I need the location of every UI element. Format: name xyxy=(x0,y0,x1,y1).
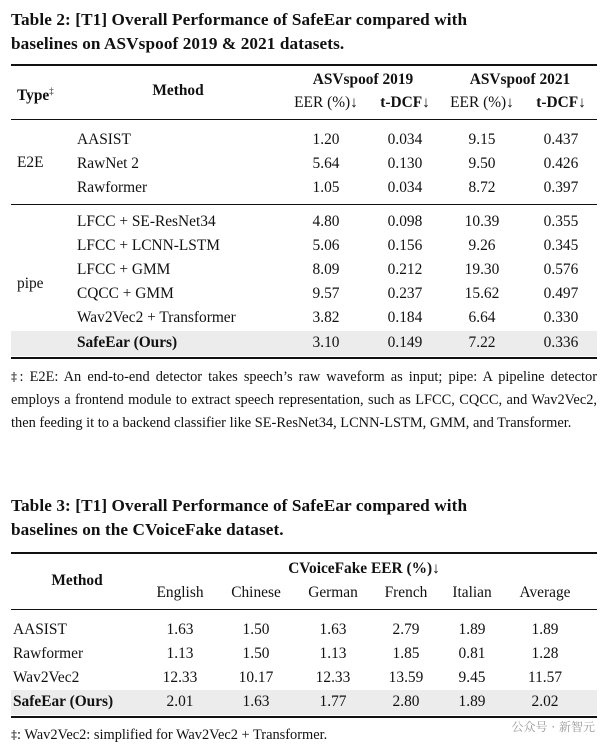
table2-caption xyxy=(11,8,596,56)
table2-type-footnote-mark: ‡ xyxy=(49,86,54,96)
table2-caption-line1: Table 2: [T1] Overall Performance of SafeEar compared with xyxy=(11,10,468,29)
table2-footnote-mark: ‡ xyxy=(11,370,20,384)
table2-cell: 0.130 xyxy=(387,155,423,172)
table3-cell: 1.85 xyxy=(392,645,420,662)
table3-footnote-text: : Wav2Vec2: simplified for Wav2Vec2 + Transformer. xyxy=(17,727,328,743)
table2-top-rule xyxy=(11,64,597,66)
table3-cell: 1.89 xyxy=(531,621,559,638)
table3-cell: 1.50 xyxy=(242,645,270,662)
table2-footnote xyxy=(11,366,597,435)
table3-caption-line2: baselines on the CVoiceFake dataset. xyxy=(11,520,284,539)
table2-cell: 0.497 xyxy=(543,285,579,302)
table2-cell: 6.64 xyxy=(468,309,496,326)
table3-footnote xyxy=(11,724,597,747)
table2-cell: 1.20 xyxy=(312,131,340,148)
table2-caption-line2: baselines on ASVspoof 2019 & 2021 datasets. xyxy=(11,34,345,53)
table2-cell: 0.576 xyxy=(543,261,579,278)
table2-cell: 0.437 xyxy=(543,131,579,148)
table2-bottom-rule xyxy=(11,357,597,359)
watermark: 公众号 · 新智元 xyxy=(511,720,595,734)
table2-header-eer-2019: EER (%)↓ xyxy=(294,94,358,111)
table2-header-method: Method xyxy=(152,82,204,99)
table2-type-e2e: E2E xyxy=(17,154,44,171)
table3-cell: 2.02 xyxy=(531,693,559,710)
table2-row-method: CQCC + GMM xyxy=(77,285,174,302)
table3-cell: 1.50 xyxy=(242,621,270,638)
table2-header-asvspoof2021: ASVspoof 2021 xyxy=(469,71,571,88)
table2-row-method: AASIST xyxy=(77,131,131,148)
table3-row-method: Rawformer xyxy=(13,645,84,662)
table3-header-chinese: Chinese xyxy=(231,584,281,601)
table2-header-type: Type‡ xyxy=(17,86,54,105)
table2-footnote-text: : E2E: An end-to-end detector takes speech’s raw waveform as input; pipe: A pipeline detector employs a frontend module to extract speech representation, such as LFCC, CQCC, and Wav2Vec2, then feeding it to a backend classifier like SE-ResNet34, LCNN-LSTM, GMM, and Transformer. xyxy=(11,369,598,431)
table2-row-method: Wav2Vec2 + Transformer xyxy=(77,309,236,326)
table2-cell: 8.72 xyxy=(468,179,496,196)
table2-cell: 0.212 xyxy=(387,261,423,278)
table2-cell: 0.156 xyxy=(387,237,423,254)
table2-row-method: LFCC + SE-ResNet34 xyxy=(77,213,216,230)
table3-cell: 1.63 xyxy=(242,693,270,710)
table2-cell: 19.30 xyxy=(464,261,500,278)
table2-row-method: LFCC + GMM xyxy=(77,261,171,278)
table3-cell: 2.01 xyxy=(166,693,194,710)
table3-cell: 0.81 xyxy=(458,645,486,662)
table3-bottom-rule xyxy=(11,716,597,718)
table2-cell: 5.64 xyxy=(312,155,340,172)
table2-type-pipe: pipe xyxy=(17,275,44,292)
table3-footnote-mark: ‡ xyxy=(11,728,17,742)
table3-row-method: AASIST xyxy=(13,621,67,638)
table3-cell: 2.79 xyxy=(392,621,420,638)
table2-cell: 0.149 xyxy=(387,334,423,351)
table2-cell: 0.355 xyxy=(543,213,579,230)
table2-cell: 8.09 xyxy=(312,261,340,278)
table3-cell: 13.59 xyxy=(388,669,424,686)
table2-cell: 15.62 xyxy=(464,285,500,302)
table3-cell: 1.77 xyxy=(319,693,347,710)
table2-cell: 0.397 xyxy=(543,179,579,196)
table3-cell: 9.45 xyxy=(458,669,486,686)
table2-cell: 3.82 xyxy=(312,309,340,326)
table3-header-rule xyxy=(11,609,597,610)
table3-cell: 2.80 xyxy=(392,693,420,710)
table3-cell: 1.89 xyxy=(458,621,486,638)
table2-cell: 9.50 xyxy=(468,155,496,172)
table2-cell: 0.426 xyxy=(543,155,579,172)
table3-cell: 12.33 xyxy=(315,669,351,686)
table3-row-method: Wav2Vec2 xyxy=(13,669,80,686)
table2-header-asvspoof2019: ASVspoof 2019 xyxy=(312,71,414,88)
table2-cell: 7.22 xyxy=(468,334,496,351)
table2-header-tdcf-2021: t-DCF↓ xyxy=(536,94,586,111)
table2-cell: 0.034 xyxy=(387,131,423,148)
table2-cell: 4.80 xyxy=(312,213,340,230)
table2-row-method: LFCC + LCNN-LSTM xyxy=(77,237,220,254)
table3-cell: 12.33 xyxy=(162,669,198,686)
table2-row-method: RawNet 2 xyxy=(77,155,139,172)
table3-caption xyxy=(11,494,596,542)
table3-row-method-safeear: SafeEar (Ours) xyxy=(13,693,114,710)
table2-cell: 3.10 xyxy=(312,334,340,351)
table3-cell: 1.28 xyxy=(531,645,559,662)
table3-caption-line1: Table 3: [T1] Overall Performance of SafeEar compared with xyxy=(11,496,468,515)
table3-header-method: Method xyxy=(51,572,103,589)
table2-header-eer-2021: EER (%)↓ xyxy=(450,94,514,111)
table3-cell: 1.89 xyxy=(458,693,486,710)
table3-cell: 1.63 xyxy=(319,621,347,638)
table2-cell: 9.26 xyxy=(468,237,496,254)
table2-cell: 10.39 xyxy=(464,213,500,230)
table2-cell: 9.57 xyxy=(312,285,340,302)
table3-cell: 11.57 xyxy=(527,669,563,686)
table2-header-rule xyxy=(11,119,597,120)
table3-cell: 1.13 xyxy=(166,645,194,662)
table3-top-rule xyxy=(11,552,597,554)
table2-cell: 0.336 xyxy=(543,334,579,351)
table2-header-tdcf-2019: t-DCF↓ xyxy=(380,94,430,111)
table3-cell: 1.13 xyxy=(319,645,347,662)
table3-header-italian: Italian xyxy=(452,584,492,601)
table3-header-german: German xyxy=(308,584,358,601)
table2-cell: 0.098 xyxy=(387,213,423,230)
table2-cell: 0.184 xyxy=(387,309,423,326)
table3-header-average: Average xyxy=(519,584,571,601)
table3-header-french: French xyxy=(384,584,428,601)
table3-cell: 1.63 xyxy=(166,621,194,638)
table3-cell: 10.17 xyxy=(238,669,274,686)
table2-cell: 0.237 xyxy=(387,285,423,302)
table2-cell: 5.06 xyxy=(312,237,340,254)
table2-cell: 0.034 xyxy=(387,179,423,196)
table2-cell: 0.345 xyxy=(543,237,579,254)
table2-group-rule xyxy=(11,204,597,205)
table3-header-group: CVoiceFake EER (%)↓ xyxy=(288,560,440,577)
table2-cell: 0.330 xyxy=(543,309,579,326)
table2-row-method: Rawformer xyxy=(77,179,148,196)
table2-row-method-safeear: SafeEar (Ours) xyxy=(77,334,178,351)
table2-cell: 9.15 xyxy=(468,131,496,148)
table2-cell: 1.05 xyxy=(312,179,340,196)
table3-header-english: English xyxy=(156,584,204,601)
